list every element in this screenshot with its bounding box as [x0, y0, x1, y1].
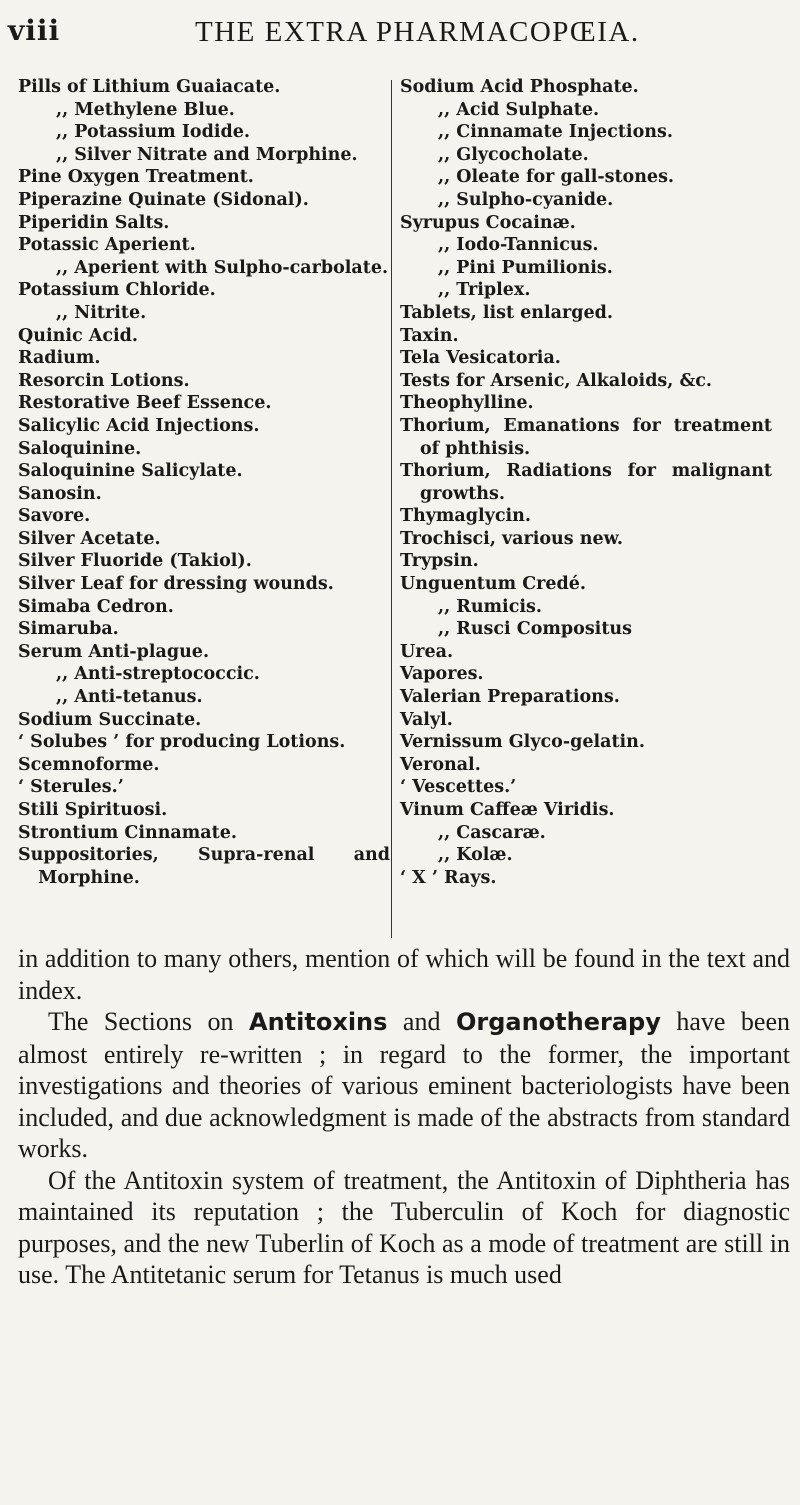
index-entry: Trypsin.: [400, 551, 479, 572]
index-entry: Vinum Caffeæ Viridis.: [400, 800, 615, 820]
index-entry: Piperazine Quinate (Sidonal).: [18, 189, 309, 210]
index-entry: Simaba Cedron.: [18, 596, 174, 617]
page-header: [0, 0, 800, 50]
index-entry: ,, Cascaræ.: [438, 822, 546, 843]
index-entry: ,, Rusci Compositus: [438, 619, 632, 640]
index-entry: Sodium Acid Phosphate.: [400, 77, 639, 97]
index-entry: Potassic Aperient.: [18, 235, 196, 256]
index-entry: Tablets, list enlarged.: [400, 302, 613, 323]
index-entry: Strontium Cinnamate.: [18, 822, 237, 843]
left-column-list: [18, 76, 390, 889]
paragraph-continuation: in addition to many others, mention of which will be found in the text and index.: [18, 944, 790, 1005]
index-entry: ,, Triplex.: [438, 280, 531, 301]
index-entry: ‘ Sterules.’: [18, 777, 124, 798]
index-entry: Saloquinine Salicylate.: [18, 461, 243, 482]
index-entry: Tests for Arsenic, Alkaloids, &c.: [400, 370, 713, 391]
index-entry: Trochisci, various new.: [400, 528, 623, 549]
index-entry: ,, Sulpho-cyanide.: [438, 189, 614, 210]
index-entry: Potassium Chloride.: [18, 280, 216, 301]
index-entry: Unguentum Credé.: [400, 574, 586, 595]
index-entry: ,, Acid Sulphate.: [438, 99, 600, 120]
index-entry: Restorative Beef Essence.: [18, 393, 272, 414]
paragraph-text: The Sections on: [48, 1007, 250, 1036]
index-entry: ,, Anti-streptococcic.: [56, 664, 260, 685]
index-entry: ,, Glycocholate.: [438, 144, 589, 165]
index-entry: Silver Fluoride (Takiol).: [18, 551, 252, 572]
index-entry: Vapores.: [400, 664, 484, 685]
index-entry: Scemnoforme.: [18, 754, 160, 775]
term-antitoxins: Antitoxins: [249, 1008, 388, 1036]
index-entry: ‘ Vescettes.’: [400, 777, 517, 798]
index-entry: ,, Rumicis.: [438, 596, 542, 617]
paragraph-text: and: [387, 1007, 456, 1036]
index-entry: Thorium, Radiations for malignant growths.: [400, 461, 772, 504]
index-entry: ‘ X ’ Rays.: [400, 867, 497, 888]
index-entry: ,, Iodo-Tannicus.: [438, 235, 599, 256]
index-entry: Veronal.: [400, 754, 481, 775]
column-divider: [391, 80, 392, 938]
running-title: THE EXTRA PHARMACOPŒIA.: [195, 16, 640, 48]
index-entry: ,, Nitrite.: [56, 302, 147, 323]
right-column-list: [400, 76, 772, 889]
index-entry: Piperidin Salts.: [18, 212, 170, 233]
index-entry: Valerian Preparations.: [400, 687, 620, 708]
index-entry: ,, Methylene Blue.: [56, 99, 235, 120]
index-entry: Thorium, Emanations for treatment of phthisis.: [400, 415, 772, 459]
term-organotherapy: Organotherapy: [455, 1008, 661, 1036]
index-entry: Urea.: [400, 641, 454, 662]
index-entry: ,, Kolæ.: [438, 845, 513, 866]
paragraph-text: have been almost entirely re-written ; in regard to the former, the important investigations and theories of various eminent bacteriologists have been included, and due acknowledgment is made of the abstracts from standard works.: [18, 1007, 790, 1163]
index-entry: ,, Oleate for gall-stones.: [438, 167, 675, 188]
index-entry: ,, Silver Nitrate and Morphine.: [56, 144, 358, 165]
index-entry: Resorcin Lotions.: [18, 370, 190, 391]
index-entry: Silver Acetate.: [18, 528, 161, 549]
index-entry: Suppositories, Supra-renal and Morphine.: [18, 845, 390, 888]
index-entry: Valyl.: [400, 709, 453, 730]
index-entry: Pills of Lithium Guaiacate.: [18, 77, 281, 97]
index-entry: ,, Potassium Iodide.: [56, 122, 250, 143]
index-entry: ,, Pini Pumilionis.: [438, 257, 613, 278]
index-entry: Sodium Succinate.: [18, 709, 202, 730]
paragraph-antitoxin-system: Of the Antitoxin system of treatment, the Antitoxin of Diphtheria has maintained its reputation ; the Tuberculin of Koch for diagnostic purposes, and the new Tuberlin of Koch as a mode of treatment are still in use. The Antitetanic serum for Tetanus is much used: [18, 1165, 790, 1289]
index-entry: ,, Aperient with Sulpho-carbolate.: [56, 257, 389, 278]
index-entry: Stili Spirituosi.: [18, 800, 168, 820]
index-entry: Quinic Acid.: [18, 325, 138, 346]
paragraph-antitoxins: [18, 1006, 790, 1165]
index-entry: Vernissum Glyco-gelatin.: [400, 732, 645, 753]
index-entry: ‘ Solubes ’ for producing Lotions.: [18, 732, 346, 753]
index-entry: Salicylic Acid Injections.: [18, 415, 260, 436]
index-entry: Taxin.: [400, 325, 459, 346]
index-entry: Savore.: [18, 506, 91, 527]
index-entry: ,, Anti-tetanus.: [56, 687, 203, 708]
index-entry: Sanosin.: [18, 483, 102, 504]
index-entry: ,, Cinnamate Injections.: [438, 122, 673, 143]
index-entry: Radium.: [18, 348, 101, 369]
index-entry: Tela Vesicatoria.: [400, 348, 561, 369]
index-entry: Pine Oxygen Treatment.: [18, 167, 254, 188]
page-number: viii: [8, 14, 61, 47]
body-text: [18, 943, 790, 1291]
index-entry: Serum Anti-plague.: [18, 641, 210, 662]
index-entry: Simaruba.: [18, 619, 119, 640]
index-entry: Theophylline.: [400, 393, 534, 414]
index-entry: Thymaglycin.: [400, 506, 531, 527]
index-entry: Silver Leaf for dressing wounds.: [18, 574, 334, 595]
index-entry: Syrupus Cocainæ.: [400, 212, 576, 233]
index-entry: Saloquinine.: [18, 438, 142, 459]
